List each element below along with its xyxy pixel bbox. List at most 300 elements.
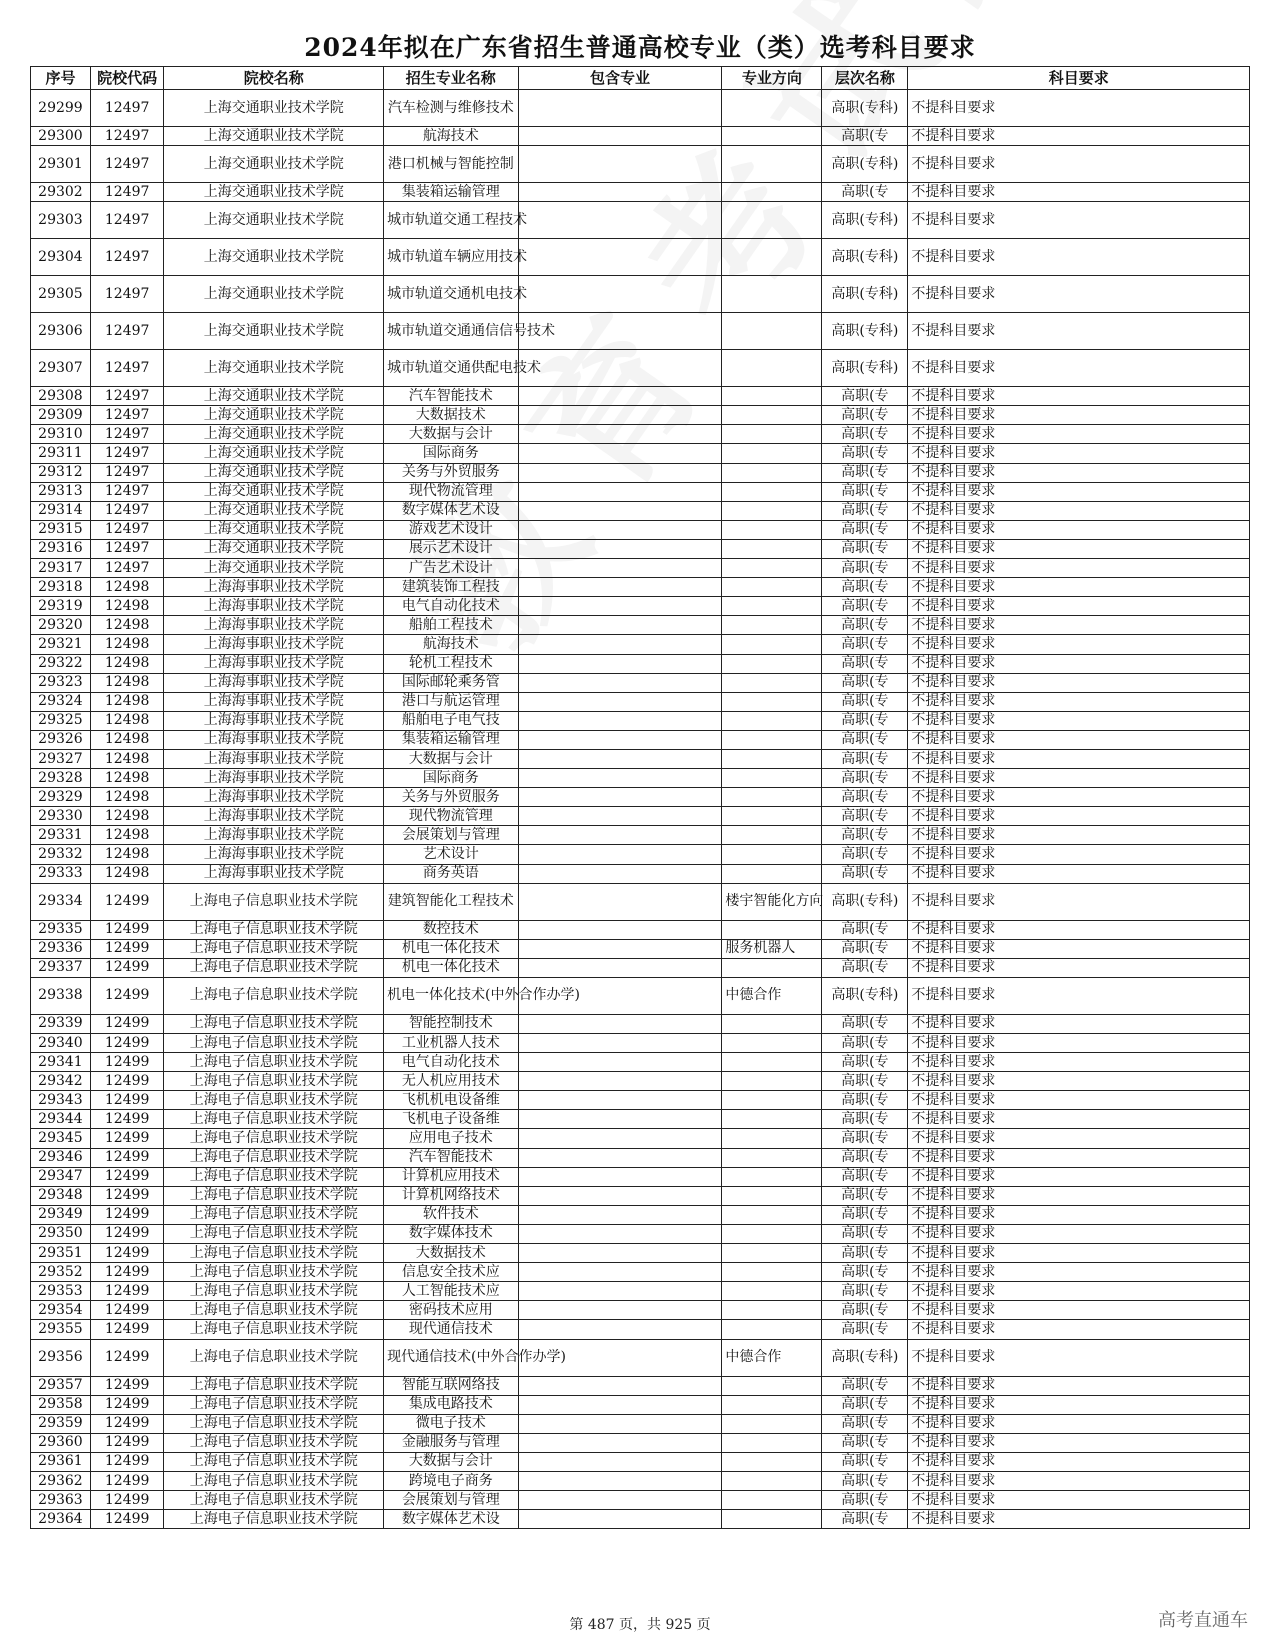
cell-level: 高职(专	[822, 1263, 908, 1282]
cell-major-name: 关务与外贸服务	[384, 788, 519, 807]
cell-school-name: 上海交通职业技术学院	[164, 350, 384, 387]
cell-subject-requirement: 不提科目要求	[908, 444, 1250, 463]
table-row	[31, 597, 1250, 616]
cell-major-name: 机电一体化技术(中外合作办学)	[384, 977, 519, 1014]
cell-school-name: 上海海事职业技术学院	[164, 864, 384, 883]
cell-major-name: 商务英语	[384, 864, 519, 883]
cell-school-name: 上海交通职业技术学院	[164, 127, 384, 146]
cell-included-majors	[518, 127, 722, 146]
cell-school-name: 上海海事职业技术学院	[164, 845, 384, 864]
cell-level: 高职(专	[822, 183, 908, 202]
table-row	[31, 1263, 1250, 1282]
cell-school-name: 上海电子信息职业技术学院	[164, 1491, 384, 1510]
cell-major-name: 现代物流管理	[384, 807, 519, 826]
cell-major-name: 国际商务	[384, 769, 519, 788]
cell-subject-requirement: 不提科目要求	[908, 1282, 1250, 1301]
cell-included-majors	[518, 239, 722, 276]
cell-major-name: 数字媒体艺术设	[384, 501, 519, 520]
table-row	[31, 239, 1250, 276]
cell-school-code: 12499	[90, 1414, 164, 1433]
cell-major-name: 软件技术	[384, 1205, 519, 1224]
cell-school-code: 12499	[90, 1301, 164, 1320]
cell-level: 高职(专	[822, 444, 908, 463]
cell-major-direction	[722, 501, 822, 520]
cell-subject-requirement: 不提科目要求	[908, 807, 1250, 826]
cell-major-name: 汽车检测与维修技术	[384, 90, 519, 127]
cell-school-name: 上海交通职业技术学院	[164, 239, 384, 276]
cell-major-direction	[722, 90, 822, 127]
cell-major-name: 汽车智能技术	[384, 387, 519, 406]
table-row	[31, 807, 1250, 826]
table-row	[31, 559, 1250, 578]
cell-subject-requirement: 不提科目要求	[908, 539, 1250, 558]
cell-major-name: 城市轨道交通通信信号技术	[384, 313, 519, 350]
cell-school-code: 12497	[90, 183, 164, 202]
cell-major-name: 大数据与会计	[384, 1452, 519, 1471]
cell-level: 高职(专	[822, 559, 908, 578]
cell-level: 高职(专科)	[822, 146, 908, 183]
cell-subject-requirement: 不提科目要求	[908, 1167, 1250, 1186]
cell-included-majors	[518, 406, 722, 425]
cell-level: 高职(专	[822, 1034, 908, 1053]
cell-level: 高职(专科)	[822, 350, 908, 387]
cell-school-code: 12498	[90, 597, 164, 616]
cell-major-direction	[722, 1205, 822, 1224]
cell-school-code: 12497	[90, 501, 164, 520]
cell-school-name: 上海电子信息职业技术学院	[164, 1129, 384, 1148]
cell-major-direction	[722, 711, 822, 730]
cell-major-direction: 服务机器人	[722, 939, 822, 958]
cell-level: 高职(专	[822, 711, 908, 730]
table-row	[31, 883, 1250, 920]
cell-included-majors	[518, 920, 722, 939]
cell-school-name: 上海交通职业技术学院	[164, 90, 384, 127]
cell-level: 高职(专	[822, 387, 908, 406]
cell-level: 高职(专	[822, 864, 908, 883]
cell-school-name: 上海海事职业技术学院	[164, 597, 384, 616]
table-row	[31, 1491, 1250, 1510]
cell-index: 29361	[31, 1452, 91, 1471]
cell-school-name: 上海电子信息职业技术学院	[164, 1433, 384, 1452]
cell-level: 高职(专	[822, 635, 908, 654]
cell-subject-requirement: 不提科目要求	[908, 597, 1250, 616]
cell-index: 29362	[31, 1471, 91, 1490]
cell-level: 高职(专	[822, 1224, 908, 1243]
cell-included-majors	[518, 807, 722, 826]
cell-level: 高职(专	[822, 939, 908, 958]
cell-level: 高职(专	[822, 1167, 908, 1186]
cell-school-code: 12498	[90, 845, 164, 864]
cell-school-code: 12498	[90, 769, 164, 788]
cell-major-direction	[722, 749, 822, 768]
cell-major-direction	[722, 1320, 822, 1339]
cell-subject-requirement: 不提科目要求	[908, 1205, 1250, 1224]
cell-subject-requirement: 不提科目要求	[908, 146, 1250, 183]
cell-index: 29317	[31, 559, 91, 578]
cell-level: 高职(专	[822, 1414, 908, 1433]
cell-index: 29357	[31, 1376, 91, 1395]
cell-major-name: 密码技术应用	[384, 1301, 519, 1320]
cell-school-name: 上海海事职业技术学院	[164, 711, 384, 730]
cell-major-name: 智能控制技术	[384, 1014, 519, 1033]
cell-school-name: 上海海事职业技术学院	[164, 769, 384, 788]
cell-subject-requirement: 不提科目要求	[908, 749, 1250, 768]
cell-major-name: 应用电子技术	[384, 1129, 519, 1148]
table-row	[31, 749, 1250, 768]
cell-level: 高职(专	[822, 1471, 908, 1490]
cell-index: 29345	[31, 1129, 91, 1148]
cell-school-code: 12499	[90, 1129, 164, 1148]
cell-school-code: 12499	[90, 1186, 164, 1205]
cell-subject-requirement: 不提科目要求	[908, 1129, 1250, 1148]
cell-subject-requirement: 不提科目要求	[908, 127, 1250, 146]
cell-included-majors	[518, 482, 722, 501]
cell-major-name: 国际商务	[384, 444, 519, 463]
cell-index: 29320	[31, 616, 91, 635]
cell-major-direction	[722, 559, 822, 578]
cell-school-name: 上海电子信息职业技术学院	[164, 1376, 384, 1395]
cell-school-code: 12498	[90, 826, 164, 845]
cell-level: 高职(专	[822, 654, 908, 673]
cell-subject-requirement: 不提科目要求	[908, 864, 1250, 883]
cell-major-direction	[722, 127, 822, 146]
cell-school-name: 上海电子信息职业技术学院	[164, 1034, 384, 1053]
cell-included-majors	[518, 1167, 722, 1186]
cell-included-majors	[518, 520, 722, 539]
cell-major-name: 信息安全技术应	[384, 1263, 519, 1282]
table-row	[31, 183, 1250, 202]
cell-major-name: 现代通信技术(中外合作办学)	[384, 1339, 519, 1376]
table-row	[31, 1053, 1250, 1072]
cell-level: 高职(专科)	[822, 202, 908, 239]
cell-major-name: 金融服务与管理	[384, 1433, 519, 1452]
cell-level: 高职(专	[822, 673, 908, 692]
cell-subject-requirement: 不提科目要求	[908, 1510, 1250, 1529]
cell-school-code: 12497	[90, 276, 164, 313]
table-row	[31, 1034, 1250, 1053]
cell-level: 高职(专	[822, 482, 908, 501]
table-row	[31, 387, 1250, 406]
cell-major-direction	[722, 425, 822, 444]
cell-index: 29340	[31, 1034, 91, 1053]
cell-major-name: 关务与外贸服务	[384, 463, 519, 482]
cell-major-direction	[722, 239, 822, 276]
cell-school-code: 12497	[90, 559, 164, 578]
cell-school-code: 12499	[90, 883, 164, 920]
header-major-name: 招生专业名称	[384, 67, 519, 90]
cell-index: 29336	[31, 939, 91, 958]
cell-included-majors	[518, 559, 722, 578]
cell-level: 高职(专	[822, 769, 908, 788]
cell-school-code: 12499	[90, 1395, 164, 1414]
table-row	[31, 1224, 1250, 1243]
cell-major-direction	[722, 406, 822, 425]
cell-school-name: 上海交通职业技术学院	[164, 425, 384, 444]
cell-school-code: 12499	[90, 1263, 164, 1282]
cell-school-code: 12499	[90, 1034, 164, 1053]
cell-index: 29326	[31, 730, 91, 749]
cell-major-direction	[722, 616, 822, 635]
cell-index: 29346	[31, 1148, 91, 1167]
cell-index: 29300	[31, 127, 91, 146]
cell-included-majors	[518, 1014, 722, 1033]
cell-index: 29309	[31, 406, 91, 425]
cell-included-majors	[518, 1148, 722, 1167]
cell-included-majors	[518, 1452, 722, 1471]
cell-major-name: 集装箱运输管理	[384, 730, 519, 749]
header-included-majors: 包含专业	[518, 67, 722, 90]
cell-school-name: 上海电子信息职业技术学院	[164, 977, 384, 1014]
cell-major-name: 飞机电子设备维	[384, 1110, 519, 1129]
cell-level: 高职(专	[822, 520, 908, 539]
cell-major-direction	[722, 654, 822, 673]
cell-major-name: 机电一体化技术	[384, 939, 519, 958]
cell-school-name: 上海电子信息职业技术学院	[164, 1205, 384, 1224]
table-row	[31, 1395, 1250, 1414]
cell-major-direction	[722, 1091, 822, 1110]
table-row	[31, 730, 1250, 749]
table-row	[31, 1167, 1250, 1186]
cell-major-name: 展示艺术设计	[384, 539, 519, 558]
cell-major-direction	[722, 183, 822, 202]
cell-subject-requirement: 不提科目要求	[908, 939, 1250, 958]
cell-major-direction	[722, 1263, 822, 1282]
cell-major-name: 汽车智能技术	[384, 1148, 519, 1167]
cell-level: 高职(专科)	[822, 1339, 908, 1376]
cell-major-direction	[722, 1072, 822, 1091]
cell-school-name: 上海电子信息职业技术学院	[164, 1339, 384, 1376]
header-school-name: 院校名称	[164, 67, 384, 90]
cell-index: 29314	[31, 501, 91, 520]
cell-major-direction	[722, 1053, 822, 1072]
cell-level: 高职(专科)	[822, 239, 908, 276]
cell-level: 高职(专	[822, 1433, 908, 1452]
cell-included-majors	[518, 202, 722, 239]
cell-school-code: 12499	[90, 1205, 164, 1224]
cell-subject-requirement: 不提科目要求	[908, 1224, 1250, 1243]
cell-major-name: 会展策划与管理	[384, 826, 519, 845]
table-header-row	[31, 67, 1250, 90]
cell-included-majors	[518, 1491, 722, 1510]
cell-level: 高职(专	[822, 406, 908, 425]
table-row	[31, 769, 1250, 788]
cell-major-name: 人工智能技术应	[384, 1282, 519, 1301]
cell-school-code: 12499	[90, 1320, 164, 1339]
table-row	[31, 1129, 1250, 1148]
cell-subject-requirement: 不提科目要求	[908, 1072, 1250, 1091]
cell-included-majors	[518, 1244, 722, 1263]
cell-school-code: 12499	[90, 939, 164, 958]
cell-subject-requirement: 不提科目要求	[908, 730, 1250, 749]
cell-major-direction	[722, 1433, 822, 1452]
cell-major-direction	[722, 807, 822, 826]
cell-school-code: 12499	[90, 1510, 164, 1529]
cell-major-name: 数控技术	[384, 920, 519, 939]
cell-subject-requirement: 不提科目要求	[908, 1491, 1250, 1510]
cell-level: 高职(专	[822, 749, 908, 768]
table-row	[31, 1148, 1250, 1167]
cell-major-direction	[722, 1129, 822, 1148]
cell-included-majors	[518, 1053, 722, 1072]
cell-subject-requirement: 不提科目要求	[908, 711, 1250, 730]
cell-index: 29308	[31, 387, 91, 406]
cell-school-name: 上海海事职业技术学院	[164, 730, 384, 749]
cell-school-name: 上海海事职业技术学院	[164, 616, 384, 635]
header-index: 序号	[31, 67, 91, 90]
table-row	[31, 1244, 1250, 1263]
cell-major-name: 数字媒体技术	[384, 1224, 519, 1243]
table-row	[31, 673, 1250, 692]
cell-index: 29330	[31, 807, 91, 826]
cell-school-name: 上海电子信息职业技术学院	[164, 1320, 384, 1339]
cell-included-majors	[518, 425, 722, 444]
cell-included-majors	[518, 711, 722, 730]
cell-subject-requirement: 不提科目要求	[908, 616, 1250, 635]
cell-level: 高职(专	[822, 807, 908, 826]
cell-school-code: 12497	[90, 127, 164, 146]
cell-school-code: 12499	[90, 1167, 164, 1186]
cell-school-name: 上海交通职业技术学院	[164, 444, 384, 463]
cell-school-name: 上海电子信息职业技术学院	[164, 1471, 384, 1490]
cell-school-name: 上海交通职业技术学院	[164, 559, 384, 578]
cell-school-code: 12497	[90, 425, 164, 444]
cell-subject-requirement: 不提科目要求	[908, 958, 1250, 977]
cell-major-name: 计算机应用技术	[384, 1167, 519, 1186]
cell-index: 29353	[31, 1282, 91, 1301]
cell-school-name: 上海电子信息职业技术学院	[164, 1110, 384, 1129]
cell-index: 29323	[31, 673, 91, 692]
table-row	[31, 1110, 1250, 1129]
cell-major-name: 游戏艺术设计	[384, 520, 519, 539]
cell-school-name: 上海电子信息职业技术学院	[164, 1148, 384, 1167]
cell-level: 高职(专	[822, 845, 908, 864]
cell-subject-requirement: 不提科目要求	[908, 1433, 1250, 1452]
cell-included-majors	[518, 90, 722, 127]
cell-major-name: 数字媒体艺术设	[384, 1510, 519, 1529]
table-row	[31, 1414, 1250, 1433]
cell-major-name: 国际邮轮乘务管	[384, 673, 519, 692]
table-row	[31, 1339, 1250, 1376]
cell-index: 29342	[31, 1072, 91, 1091]
cell-level: 高职(专	[822, 1395, 908, 1414]
cell-school-name: 上海电子信息职业技术学院	[164, 1014, 384, 1033]
cell-school-code: 12498	[90, 788, 164, 807]
cell-major-direction	[722, 1148, 822, 1167]
table-row	[31, 1282, 1250, 1301]
cell-index: 29305	[31, 276, 91, 313]
cell-index: 29352	[31, 1263, 91, 1282]
cell-major-direction	[722, 597, 822, 616]
cell-index: 29301	[31, 146, 91, 183]
table-row	[31, 350, 1250, 387]
table-row	[31, 939, 1250, 958]
cell-major-name: 会展策划与管理	[384, 1491, 519, 1510]
cell-major-name: 电气自动化技术	[384, 1053, 519, 1072]
cell-index: 29339	[31, 1014, 91, 1033]
header-level: 层次名称	[822, 67, 908, 90]
cell-index: 29328	[31, 769, 91, 788]
cell-school-code: 12497	[90, 539, 164, 558]
table-row	[31, 1452, 1250, 1471]
table-row	[31, 1376, 1250, 1395]
cell-level: 高职(专	[822, 1376, 908, 1395]
cell-subject-requirement: 不提科目要求	[908, 520, 1250, 539]
cell-major-name: 智能互联网络技	[384, 1376, 519, 1395]
cell-subject-requirement: 不提科目要求	[908, 1148, 1250, 1167]
cell-major-name: 现代通信技术	[384, 1320, 519, 1339]
cell-index: 29312	[31, 463, 91, 482]
cell-subject-requirement: 不提科目要求	[908, 1110, 1250, 1129]
cell-school-code: 12499	[90, 1014, 164, 1033]
cell-index: 29348	[31, 1186, 91, 1205]
cell-major-name: 计算机网络技术	[384, 1186, 519, 1205]
cell-major-direction	[722, 1014, 822, 1033]
cell-included-majors	[518, 826, 722, 845]
header-school-code: 院校代码	[90, 67, 164, 90]
cell-school-name: 上海电子信息职业技术学院	[164, 1224, 384, 1243]
cell-index: 29364	[31, 1510, 91, 1529]
cell-included-majors	[518, 350, 722, 387]
cell-subject-requirement: 不提科目要求	[908, 1186, 1250, 1205]
cell-school-code: 12497	[90, 387, 164, 406]
cell-subject-requirement: 不提科目要求	[908, 276, 1250, 313]
cell-included-majors	[518, 463, 722, 482]
cell-school-name: 上海电子信息职业技术学院	[164, 1167, 384, 1186]
cell-subject-requirement: 不提科目要求	[908, 845, 1250, 864]
cell-major-direction	[722, 578, 822, 597]
cell-level: 高职(专科)	[822, 90, 908, 127]
cell-included-majors	[518, 276, 722, 313]
cell-index: 29313	[31, 482, 91, 501]
table-row	[31, 845, 1250, 864]
cell-school-name: 上海电子信息职业技术学院	[164, 958, 384, 977]
cell-subject-requirement: 不提科目要求	[908, 387, 1250, 406]
cell-index: 29299	[31, 90, 91, 127]
cell-school-name: 上海海事职业技术学院	[164, 749, 384, 768]
cell-major-direction	[722, 730, 822, 749]
cell-school-name: 上海电子信息职业技术学院	[164, 1510, 384, 1529]
cell-index: 29344	[31, 1110, 91, 1129]
cell-school-name: 上海海事职业技术学院	[164, 807, 384, 826]
cell-school-code: 12498	[90, 673, 164, 692]
cell-school-code: 12499	[90, 1452, 164, 1471]
cell-subject-requirement: 不提科目要求	[908, 1414, 1250, 1433]
cell-school-code: 12499	[90, 958, 164, 977]
cell-major-direction	[722, 1110, 822, 1129]
table-row	[31, 276, 1250, 313]
cell-major-name: 微电子技术	[384, 1414, 519, 1433]
cell-index: 29335	[31, 920, 91, 939]
cell-included-majors	[518, 444, 722, 463]
cell-level: 高职(专	[822, 692, 908, 711]
cell-index: 29316	[31, 539, 91, 558]
cell-major-direction	[722, 1471, 822, 1490]
cell-school-name: 上海电子信息职业技术学院	[164, 1186, 384, 1205]
cell-major-name: 港口与航运管理	[384, 692, 519, 711]
cell-major-direction	[722, 1510, 822, 1529]
table-row	[31, 826, 1250, 845]
cell-major-direction: 中德合作	[722, 1339, 822, 1376]
cell-school-code: 12498	[90, 692, 164, 711]
cell-subject-requirement: 不提科目要求	[908, 239, 1250, 276]
cell-included-majors	[518, 1110, 722, 1129]
cell-major-direction	[722, 1167, 822, 1186]
cell-included-majors	[518, 1471, 722, 1490]
table-row	[31, 1205, 1250, 1224]
cell-included-majors	[518, 730, 722, 749]
cell-index: 29319	[31, 597, 91, 616]
cell-subject-requirement: 不提科目要求	[908, 90, 1250, 127]
